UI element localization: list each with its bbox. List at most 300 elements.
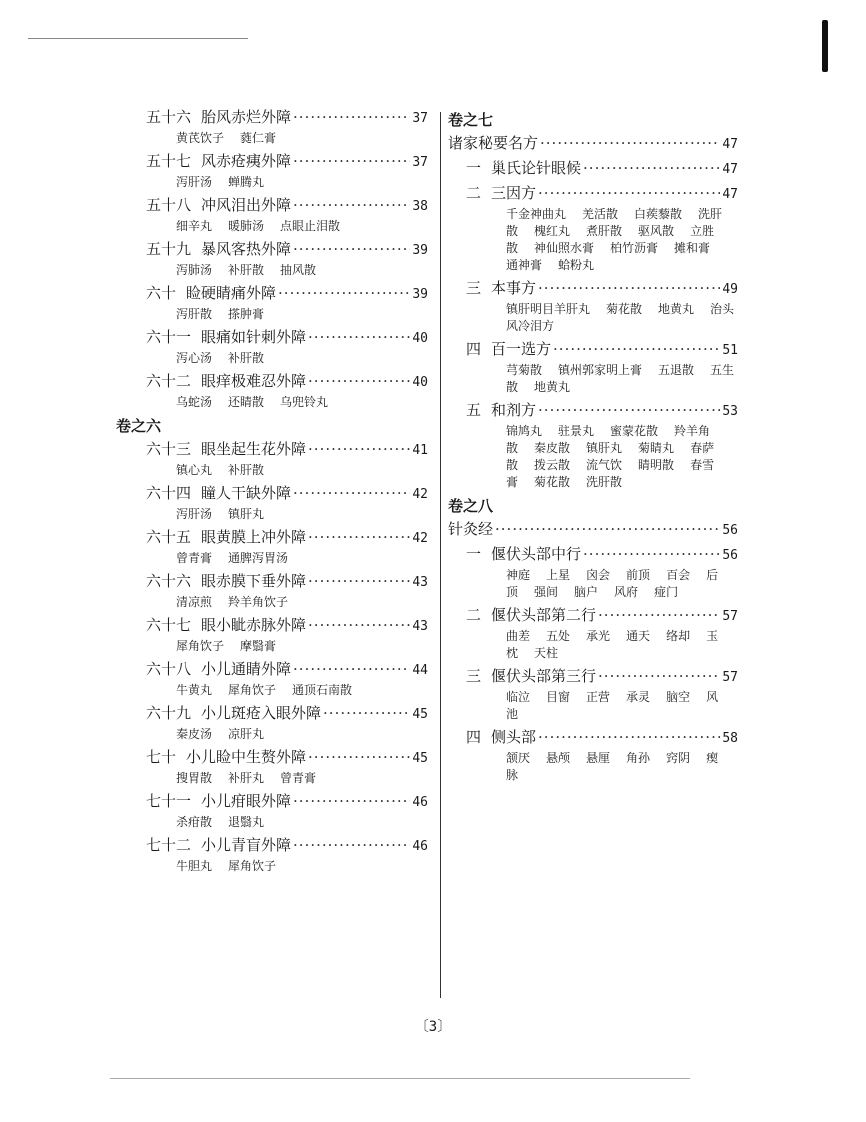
- toc-entry: [128, 748, 428, 787]
- toc-title-row: [448, 340, 738, 360]
- formula-name: 五生散: [506, 363, 735, 394]
- entry-number: 六十五: [146, 528, 192, 546]
- dot-leader: [308, 572, 410, 591]
- formula-name: 承灵: [626, 690, 651, 704]
- toc-title-row: [128, 152, 428, 172]
- toc-title-row: [128, 528, 428, 548]
- entry-number: 七十二: [146, 836, 192, 854]
- formula-name: 蛤粉丸: [558, 258, 595, 272]
- formula-name: 犀角饮子: [228, 859, 277, 873]
- formula-name: 悬颅: [546, 751, 571, 765]
- formula-name: 羌活散: [582, 207, 619, 221]
- dot-leader: [293, 792, 410, 811]
- toc-title-row: [448, 606, 738, 626]
- toc-entry: [448, 667, 738, 723]
- entry-formulas: [128, 814, 428, 831]
- formula-name: 镇肝丸: [228, 507, 265, 521]
- entry-title: 偃伏头部中行: [491, 545, 582, 563]
- formula-name: 角孙: [626, 751, 651, 765]
- formula-name: 镇肝明目羊肝丸: [506, 302, 591, 316]
- entry-formulas: [128, 130, 428, 147]
- formula-name: 镇州郭家明上膏: [558, 363, 643, 377]
- formula-name: 杀疳散: [176, 815, 213, 829]
- formula-name: 驱风散: [638, 224, 675, 238]
- formula-name: 春萨散: [506, 441, 715, 472]
- entry-title: 暴风客热外障: [201, 240, 292, 258]
- entry-formulas: [128, 682, 428, 699]
- formula-name: 囟会: [586, 568, 611, 582]
- toc-entry: [128, 660, 428, 699]
- formula-name: 五退散: [658, 363, 695, 377]
- entry-formulas: [128, 262, 428, 279]
- formula-name: 镇肝丸: [586, 441, 623, 455]
- dot-leader: [540, 134, 720, 153]
- toc-entry: [448, 279, 738, 335]
- formula-name: 泻肝汤: [176, 507, 213, 521]
- entry-formulas: [128, 350, 428, 367]
- entry-title: 眼坐起生花外障: [201, 440, 307, 458]
- formula-name: 风府: [614, 585, 639, 599]
- dot-leader: [293, 240, 410, 259]
- entry-page: 57: [722, 609, 738, 624]
- toc-title-row: [128, 484, 428, 504]
- entry-number: 一: [466, 159, 482, 177]
- entry-page: 43: [412, 575, 428, 590]
- dot-leader: [293, 108, 410, 127]
- entry-number: 六十七: [146, 616, 192, 634]
- formula-name: 目窗: [546, 690, 571, 704]
- entry-number: 三: [466, 279, 482, 297]
- formula-name: 秦皮散: [534, 441, 571, 455]
- entry-formulas: [128, 858, 428, 875]
- formula-name: 地黄丸: [658, 302, 695, 316]
- toc-title-row: [128, 372, 428, 392]
- toc-title-row: [448, 667, 738, 687]
- entry-page: 43: [412, 619, 428, 634]
- formula-name: 牛黄丸: [176, 683, 213, 697]
- formula-name: 摊和膏: [674, 241, 711, 255]
- dot-leader: [293, 836, 410, 855]
- toc-entry: [128, 484, 428, 523]
- formula-name: 上星: [546, 568, 571, 582]
- formula-name: 曾青膏: [176, 551, 213, 565]
- entry-formulas: [128, 506, 428, 523]
- formula-name: 芎菊散: [506, 363, 543, 377]
- formula-name: 脑户: [574, 585, 599, 599]
- formula-name: 暖肺汤: [228, 219, 265, 233]
- formula-name: 颔厌: [506, 751, 531, 765]
- entry-title: 小儿疳眼外障: [201, 792, 292, 810]
- formula-name: 清凉煎: [176, 595, 213, 609]
- formula-name: 抽风散: [280, 263, 317, 277]
- formula-name: 煮肝散: [586, 224, 623, 238]
- formula-name: 拨云散: [534, 458, 571, 472]
- entry-page: 39: [412, 243, 428, 258]
- formula-name: 羚羊角饮子: [228, 595, 289, 609]
- formula-name: 窍阴: [666, 751, 691, 765]
- entry-title: 小儿通睛外障: [201, 660, 292, 678]
- formula-name: 曾青膏: [280, 771, 317, 785]
- dot-leader: [538, 401, 720, 420]
- formula-name: 补肝丸: [228, 771, 265, 785]
- dot-leader: [293, 196, 410, 215]
- entry-title: 偃伏头部第二行: [491, 606, 597, 624]
- dot-leader: [308, 372, 410, 391]
- formula-name: 牛胆丸: [176, 859, 213, 873]
- formula-name: 凉肝丸: [228, 727, 265, 741]
- toc-entry: [128, 572, 428, 611]
- entry-formulas: [448, 628, 738, 662]
- formula-name: 百会: [666, 568, 691, 582]
- scan-artifact-top-line: [28, 38, 248, 39]
- entry-page: 46: [412, 839, 428, 854]
- dot-leader: [308, 528, 410, 547]
- entry-title: 百一选方: [491, 340, 552, 358]
- dot-leader: [323, 704, 410, 723]
- toc-entry: [448, 401, 738, 491]
- dot-leader: [308, 748, 410, 767]
- entry-title: 胎风赤烂外障: [201, 108, 292, 126]
- formula-name: 补肝散: [228, 263, 265, 277]
- dot-leader: [538, 279, 720, 298]
- entry-formulas: [128, 726, 428, 743]
- toc-entry: [128, 196, 428, 235]
- formula-name: 悬厘: [586, 751, 611, 765]
- entry-title: 眼痛如针刺外障: [201, 328, 307, 346]
- toc-entry: [448, 728, 738, 784]
- entry-number: 六十三: [146, 440, 192, 458]
- entry-page: 41: [412, 443, 428, 458]
- entry-page: 49: [722, 282, 738, 297]
- toc-title-row: [128, 572, 428, 592]
- formula-name: 地黄丸: [534, 380, 571, 394]
- entry-formulas: [448, 206, 738, 274]
- formula-name: 治头风冷泪方: [506, 302, 735, 333]
- formula-name: 泻肝散: [176, 307, 213, 321]
- toc-title-row: [448, 159, 738, 179]
- entry-formulas: [448, 301, 738, 335]
- formula-name: 镇心丸: [176, 463, 213, 477]
- entry-number: 六十四: [146, 484, 192, 502]
- formula-name: 蜜蒙花散: [610, 424, 659, 438]
- entry-formulas: [128, 462, 428, 479]
- toc-right-column: [448, 108, 738, 789]
- formula-name: 络却: [666, 629, 691, 643]
- formula-name: 神庭: [506, 568, 531, 582]
- formula-name: 洗肝散: [506, 207, 723, 238]
- formula-name: 前顶: [626, 568, 651, 582]
- toc-entry: [448, 340, 738, 396]
- formula-name: 菊睛丸: [638, 441, 675, 455]
- entry-number: 二: [466, 184, 482, 202]
- toc-title-row: [128, 328, 428, 348]
- formula-name: 菊花散: [606, 302, 643, 316]
- entry-page: 44: [412, 663, 428, 678]
- dot-leader: [553, 340, 720, 359]
- entry-number: 六十九: [146, 704, 192, 722]
- dot-leader: [583, 159, 720, 178]
- entry-title: 瞳人干缺外障: [201, 484, 292, 502]
- entry-page: 45: [412, 707, 428, 722]
- entry-title: 睑硬睛痛外障: [186, 284, 277, 302]
- toc-entry: [448, 606, 738, 662]
- entry-page: 53: [722, 404, 738, 419]
- dot-leader: [293, 152, 410, 171]
- formula-name: 乌兜铃丸: [280, 395, 329, 409]
- entry-title: 诸家秘要名方: [448, 134, 539, 152]
- formula-name: 立胜散: [506, 224, 715, 255]
- formula-name: 蕤仁膏: [240, 131, 277, 145]
- formula-name: 泻肝汤: [176, 175, 213, 189]
- volume-heading: 卷之八: [448, 497, 494, 515]
- formula-name: 五处: [546, 629, 571, 643]
- formula-name: 流气饮: [586, 458, 623, 472]
- dot-leader: [598, 606, 720, 625]
- entry-number: 五十九: [146, 240, 192, 258]
- dot-leader: [293, 660, 410, 679]
- formula-name: 泻肺汤: [176, 263, 213, 277]
- formula-name: 羚羊角散: [506, 424, 711, 455]
- formula-name: 天柱: [534, 646, 559, 660]
- entry-page: 47: [722, 162, 738, 177]
- entry-number: 六十: [146, 284, 177, 302]
- toc-title-row: [128, 108, 428, 128]
- formula-name: 通神膏: [506, 258, 543, 272]
- entry-number: 一: [466, 545, 482, 563]
- entry-title: 三因方: [491, 184, 537, 202]
- entry-formulas: [448, 423, 738, 491]
- toc-title-row: [448, 728, 738, 748]
- toc-entry: [128, 528, 428, 567]
- formula-name: 柏竹沥膏: [610, 241, 659, 255]
- toc-entry: [128, 836, 428, 875]
- entry-title: 风赤疮痍外障: [201, 152, 292, 170]
- entry-number: 五十八: [146, 196, 192, 214]
- entry-formulas: [128, 594, 428, 611]
- toc-title-row: [448, 134, 738, 154]
- entry-page: 56: [722, 523, 738, 538]
- toc-title-row: [448, 520, 738, 540]
- formula-name: 曲差: [506, 629, 531, 643]
- entry-number: 七十: [146, 748, 177, 766]
- toc-title-row: [128, 240, 428, 260]
- entry-number: 五十七: [146, 152, 192, 170]
- toc-title-row: [128, 440, 428, 460]
- toc-title-row: [128, 284, 428, 304]
- formula-name: 睛明散: [638, 458, 675, 472]
- toc-entry: [448, 159, 738, 179]
- formula-name: 瘈脉: [506, 751, 719, 782]
- toc-entry: [128, 152, 428, 191]
- formula-name: 通脾泻胃汤: [228, 551, 289, 565]
- dot-leader: [308, 328, 410, 347]
- entry-title: 眼小眦赤脉外障: [201, 616, 307, 634]
- toc-title-row: [448, 279, 738, 299]
- formula-name: 泻心汤: [176, 351, 213, 365]
- entry-title: 小儿青盲外障: [201, 836, 292, 854]
- entry-page: 58: [722, 731, 738, 746]
- formula-name: 驻景丸: [558, 424, 595, 438]
- entry-formulas: [448, 567, 738, 601]
- formula-name: 细辛丸: [176, 219, 213, 233]
- formula-name: 正营: [586, 690, 611, 704]
- entry-formulas: [448, 362, 738, 396]
- entry-page: 51: [722, 343, 738, 358]
- formula-name: 后顶: [506, 568, 719, 599]
- formula-name: 补肝散: [228, 351, 265, 365]
- entry-title: 和剂方: [491, 401, 537, 419]
- dot-leader: [308, 440, 410, 459]
- page-number: 〔3〕: [414, 1019, 452, 1035]
- formula-name: 黄芪饮子: [176, 131, 225, 145]
- formula-name: 退翳丸: [228, 815, 265, 829]
- entry-number: 四: [466, 728, 482, 746]
- toc-entry: [128, 704, 428, 743]
- entry-page: 47: [722, 187, 738, 202]
- formula-name: 通顶石南散: [292, 683, 353, 697]
- entry-title: 小儿斑疮入眼外障: [201, 704, 322, 722]
- formula-name: 秦皮汤: [176, 727, 213, 741]
- formula-name: 脑空: [666, 690, 691, 704]
- formula-name: 洗肝散: [586, 475, 623, 489]
- entry-number: 六十一: [146, 328, 192, 346]
- entry-title: 眼黄膜上冲外障: [201, 528, 307, 546]
- entry-page: 57: [722, 670, 738, 685]
- entry-title: 巢氏论针眼候: [491, 159, 582, 177]
- column-divider: [440, 112, 441, 998]
- entry-page: 42: [412, 531, 428, 546]
- toc-title-row: [448, 184, 738, 204]
- formula-name: 风池: [506, 690, 719, 721]
- toc-entry: [128, 284, 428, 323]
- formula-name: 玉枕: [506, 629, 719, 660]
- entry-number: 四: [466, 340, 482, 358]
- formula-name: 搽肿膏: [228, 307, 265, 321]
- formula-name: 犀角饮子: [228, 683, 277, 697]
- formula-name: 搜胃散: [176, 771, 213, 785]
- entry-title: 眼赤膜下垂外障: [201, 572, 307, 590]
- volume-heading: 卷之七: [448, 111, 494, 129]
- toc-title-row: [128, 792, 428, 812]
- toc-title-row: [128, 836, 428, 856]
- entry-page: 42: [412, 487, 428, 502]
- dot-leader: [538, 184, 720, 203]
- dot-leader: [308, 616, 410, 635]
- scan-artifact-bottom-line: [110, 1078, 690, 1079]
- formula-name: 承光: [586, 629, 611, 643]
- toc-entry: [128, 240, 428, 279]
- toc-title-row: [448, 401, 738, 421]
- formula-name: 春雪膏: [506, 458, 715, 489]
- toc-title-row: [128, 196, 428, 216]
- entry-page: 37: [412, 111, 428, 126]
- entry-page: 40: [412, 375, 428, 390]
- entry-formulas: [128, 550, 428, 567]
- formula-name: 补肝散: [228, 463, 265, 477]
- toc-entry: [128, 440, 428, 479]
- toc-title-row: [128, 704, 428, 724]
- formula-name: 点眼止泪散: [280, 219, 341, 233]
- dot-leader: [278, 284, 410, 303]
- entry-title: 眼痒极难忍外障: [201, 372, 307, 390]
- dot-leader: [293, 484, 410, 503]
- entry-page: 47: [722, 137, 738, 152]
- toc-title-row: [128, 748, 428, 768]
- dot-leader: [583, 545, 720, 564]
- dot-leader: [495, 520, 720, 539]
- formula-name: 白蒺藜散: [634, 207, 683, 221]
- entry-formulas: [128, 174, 428, 191]
- formula-name: 锦鸠丸: [506, 424, 543, 438]
- toc-entry: [448, 184, 738, 274]
- entry-formulas: [128, 770, 428, 787]
- toc-entry: [128, 108, 428, 147]
- dot-leader: [598, 667, 720, 686]
- entry-page: 56: [722, 548, 738, 563]
- toc-left-column: [116, 108, 428, 880]
- entry-page: 46: [412, 795, 428, 810]
- entry-number: 五十六: [146, 108, 192, 126]
- formula-name: 痖门: [654, 585, 679, 599]
- scan-artifact-corner-mark: [822, 20, 828, 72]
- toc-entry: [448, 520, 738, 540]
- entry-page: 38: [412, 199, 428, 214]
- entry-number: 五: [466, 401, 482, 419]
- entry-formulas: [128, 394, 428, 411]
- entry-title: 本事方: [491, 279, 537, 297]
- entry-page: 40: [412, 331, 428, 346]
- entry-formulas: [448, 750, 738, 784]
- formula-name: 通天: [626, 629, 651, 643]
- formula-name: 蝉腾丸: [228, 175, 265, 189]
- entry-number: 六十六: [146, 572, 192, 590]
- toc-entry: [128, 328, 428, 367]
- entry-title: 冲风泪出外障: [201, 196, 292, 214]
- formula-name: 还睛散: [228, 395, 265, 409]
- toc-entry: [128, 372, 428, 411]
- entry-title: 侧头部: [491, 728, 537, 746]
- formula-name: 菊花散: [534, 475, 571, 489]
- toc-entry: [128, 792, 428, 831]
- volume-heading: 卷之六: [116, 417, 162, 435]
- entry-number: 六十八: [146, 660, 192, 678]
- entry-number: 六十二: [146, 372, 192, 390]
- entry-title: 针灸经: [448, 520, 494, 538]
- formula-name: 摩翳膏: [240, 639, 277, 653]
- toc-title-row: [128, 660, 428, 680]
- formula-name: 强间: [534, 585, 559, 599]
- entry-page: 45: [412, 751, 428, 766]
- entry-number: 三: [466, 667, 482, 685]
- entry-page: 39: [412, 287, 428, 302]
- formula-name: 槐红丸: [534, 224, 571, 238]
- entry-page: 37: [412, 155, 428, 170]
- entry-formulas: [128, 306, 428, 323]
- formula-name: 千金神曲丸: [506, 207, 567, 221]
- entry-title: 偃伏头部第三行: [491, 667, 597, 685]
- formula-name: 犀角饮子: [176, 639, 225, 653]
- entry-formulas: [128, 218, 428, 235]
- entry-title: 小儿睑中生赘外障: [186, 748, 307, 766]
- toc-entry: [448, 545, 738, 601]
- formula-name: 临泣: [506, 690, 531, 704]
- formula-name: 神仙照水膏: [534, 241, 595, 255]
- entry-number: 二: [466, 606, 482, 624]
- toc-entry: [128, 616, 428, 655]
- entry-formulas: [448, 689, 738, 723]
- entry-number: 七十一: [146, 792, 192, 810]
- toc-title-row: [128, 616, 428, 636]
